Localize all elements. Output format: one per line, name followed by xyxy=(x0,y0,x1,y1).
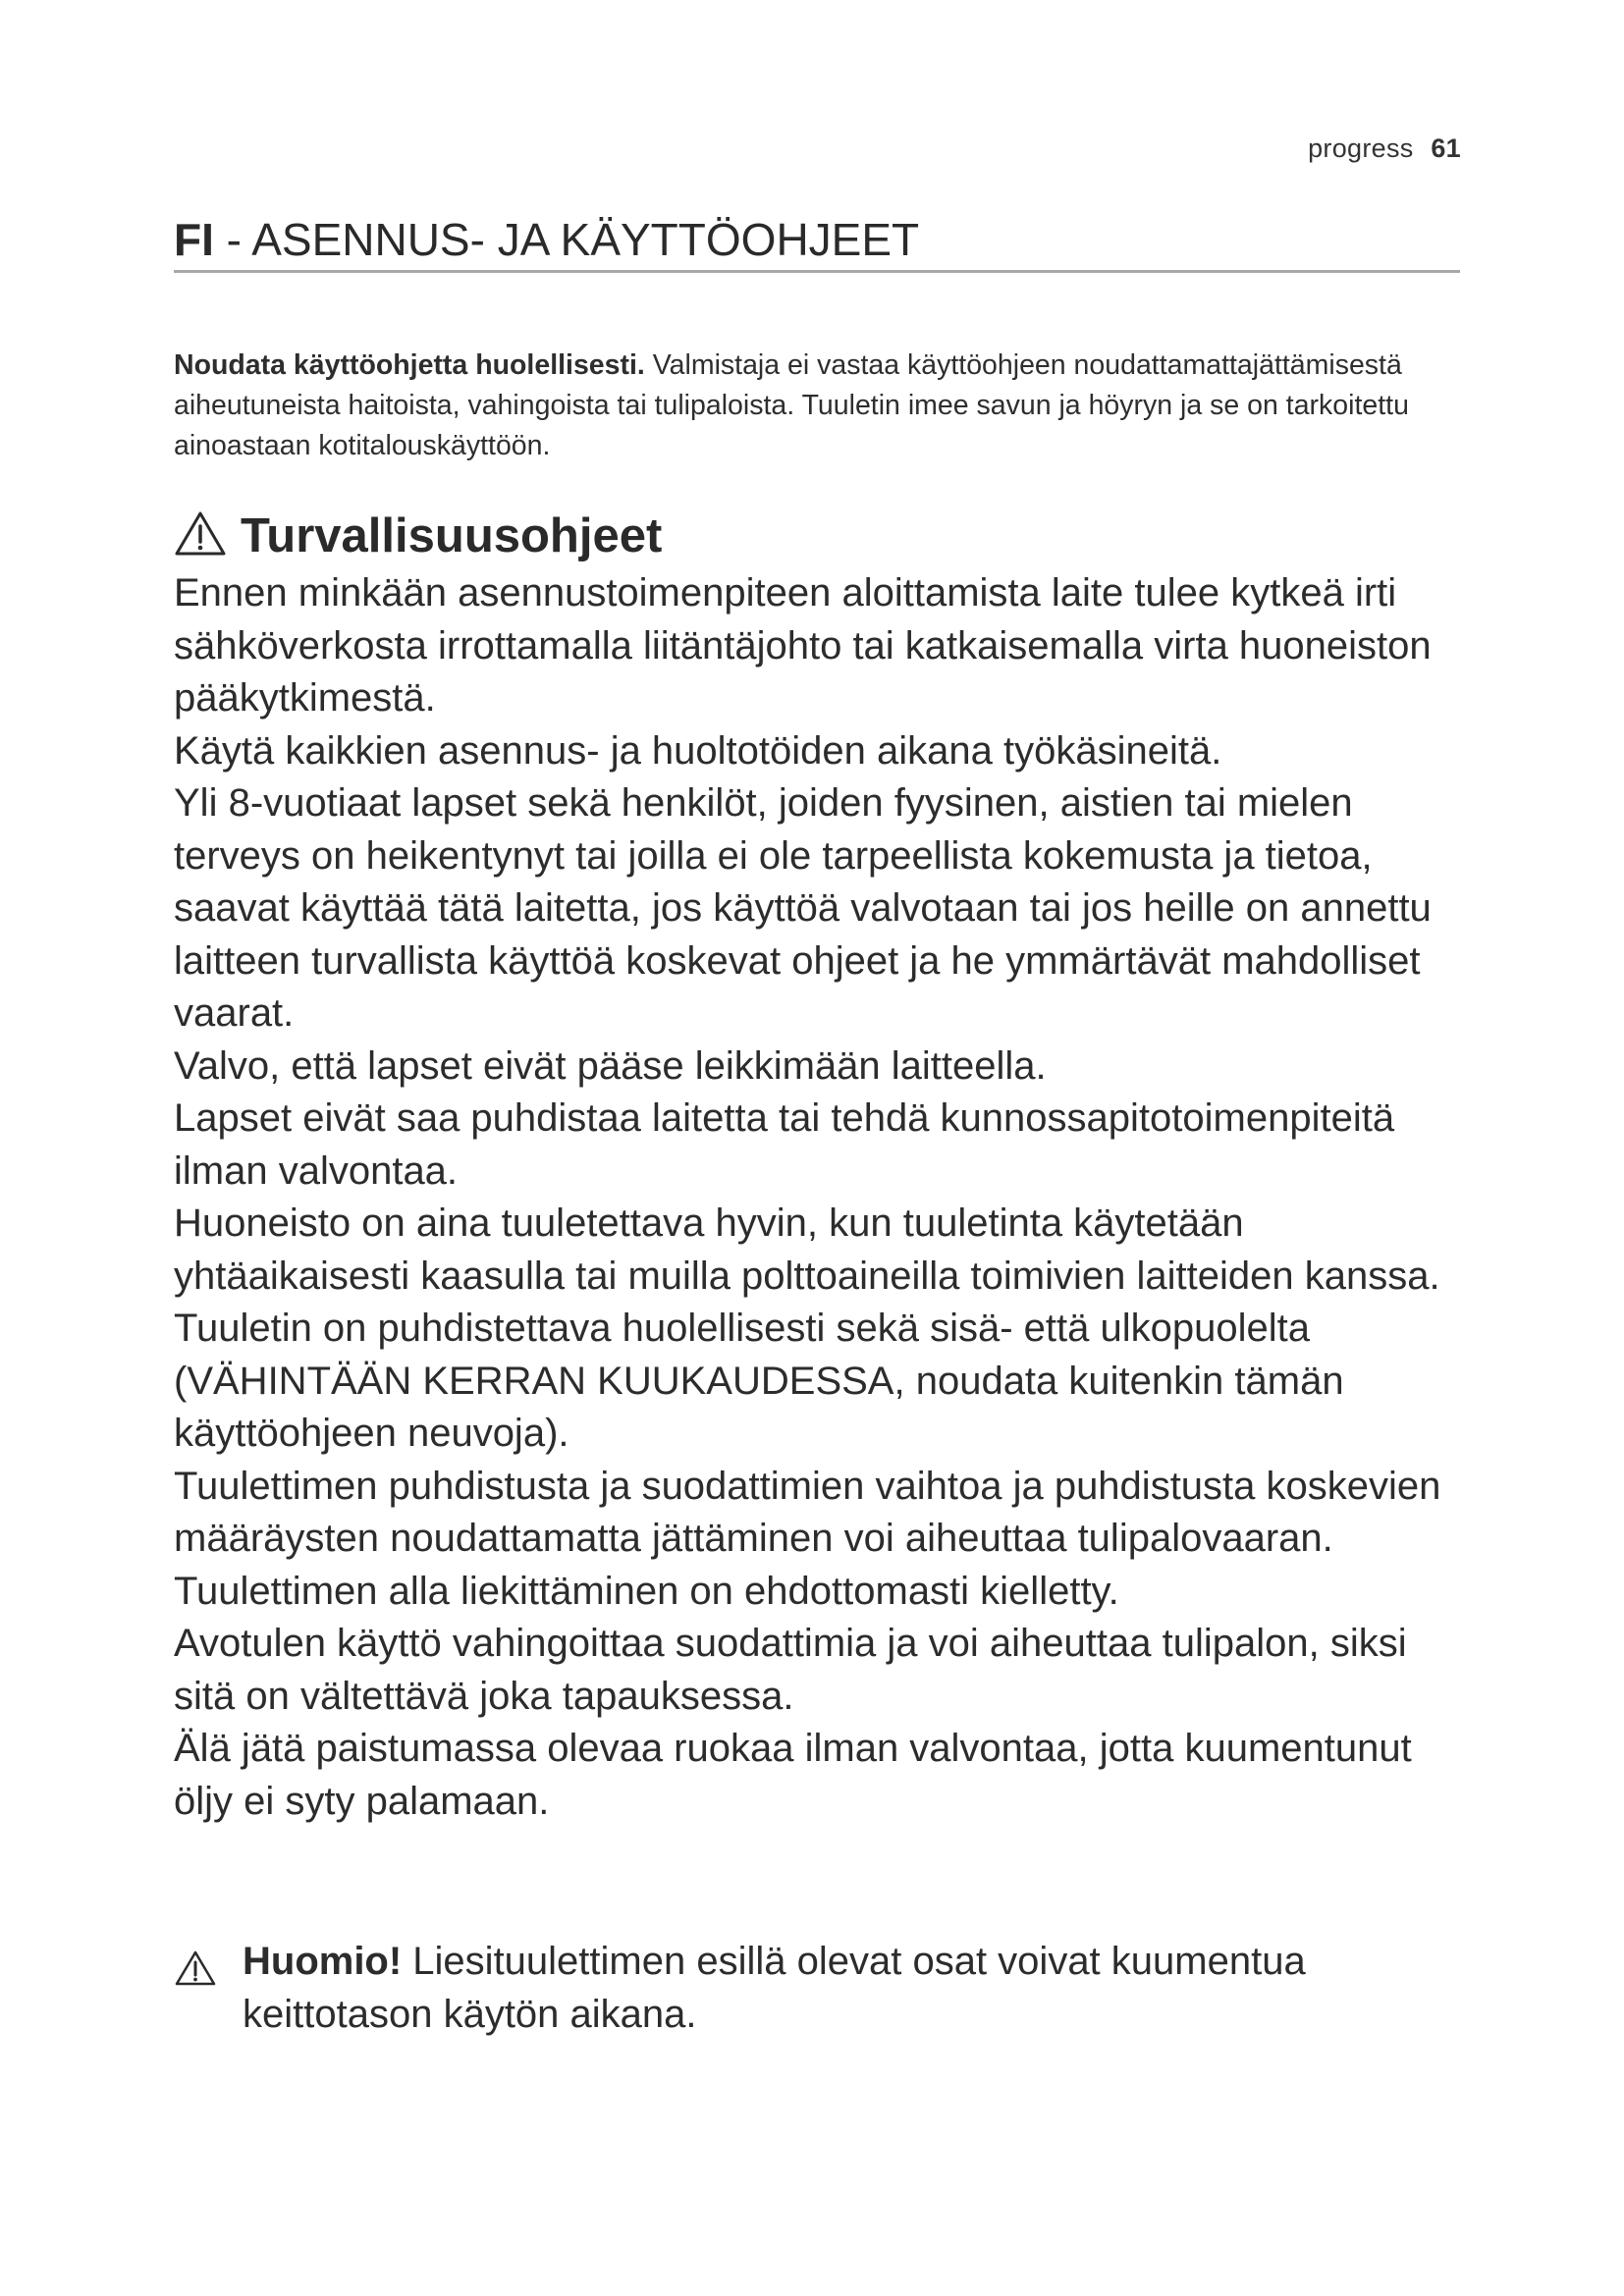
caution-note-text xyxy=(243,1936,1470,2041)
safety-paragraph: Käytä kaikkien asennus- ja huoltotöiden aikana työkäsineitä. xyxy=(174,728,1222,773)
safety-paragraph: Ennen minkään asennustoimenpiteen aloittamista laite tulee kytkeä irti sähköverkosta irrottamalla liitäntäjohto tai katkaisemalla virta huoneiston pääkytkimestä. xyxy=(174,571,1432,720)
caution-text: Liesituulettimen esillä olevat osat voivat kuumentua keittotason käytön aikana. xyxy=(243,1940,1306,2036)
safety-paragraph: Tuuletin on puhdistettava huolellisesti sekä sisä- että ulkopuolelta (VÄHINTÄÄN KERRAN KUUKAUDESSA, noudata kuitenkin tämän käyttöohjeen neuvoja). xyxy=(174,1307,1344,1455)
safety-instructions xyxy=(174,567,1470,1828)
safety-paragraph: Älä jätä paistumassa olevaa ruokaa ilman valvontaa, jotta kuumentunut öljy ei syty palamaan. xyxy=(174,1727,1412,1823)
safety-heading xyxy=(174,508,662,563)
safety-paragraph: Yli 8-vuotiaat lapset sekä henkilöt, joiden fyysinen, aistien tai mielen terveys on heikentynyt tai joilla ei ole tarpeellista kokemusta ja tietoa, saavat käyttää tätä laitetta, jos käyttöä valvotaan tai jos heille on annettu laitteen turvallista käyttöä koskevat ohjeet ja he ymmärtävät mahdolliset vaarat. xyxy=(174,781,1432,1035)
caution-label: Huomio! xyxy=(243,1940,403,1983)
safety-heading-text: Turvallisuusohjeet xyxy=(241,509,663,562)
safety-paragraph: Huoneisto on aina tuuletettava hyvin, kun tuuletinta käytetään yhtäaikaisesti kaasulla tai muilla polttoaineilla toimivien laitteiden kanssa. xyxy=(174,1201,1440,1298)
safety-paragraph: Avotulen käyttö vahingoittaa suodattimia ja voi aiheuttaa tulipalon, siksi sitä on vältettävä joka tapauksessa. xyxy=(174,1622,1407,1718)
page-number: 61 xyxy=(1431,133,1461,163)
caution-note xyxy=(174,1936,1470,2041)
safety-paragraph: Valvo, että lapset eivät pääse leikkimään laitteella. xyxy=(174,1043,1047,1088)
title-language-code: FI xyxy=(174,214,214,265)
safety-paragraph: Lapset eivät saa puhdistaa laitetta tai tehdä kunnossapitotoimenpiteitä ilman valvontaa. xyxy=(174,1096,1395,1193)
warning-triangle-icon xyxy=(174,509,227,557)
page-header xyxy=(1308,133,1461,164)
warning-triangle-icon xyxy=(174,1936,243,2041)
page-title xyxy=(174,214,1460,273)
intro-paragraph xyxy=(174,346,1460,466)
brand-name: progress xyxy=(1308,133,1414,163)
title-text: - ASENNUS- JA KÄYTTÖOHJEET xyxy=(213,214,920,265)
intro-lead: Noudata käyttöohjetta huolellisesti. xyxy=(174,349,645,381)
intro-text: Valmistaja ei vastaa käyttöohjeen noudattamattajättämisestä aiheutuneista haitoista, vahingoista tai tulipaloista. Tuuletin imee savun ja höyryn ja se on tarkoitettu ainoastaan kotitalouskäyttöön. xyxy=(174,349,1409,461)
safety-paragraph: Tuulettimen puhdistusta ja suodattimien vaihtoa ja puhdistusta koskevien määräysten noudattamatta jättäminen voi aiheuttaa tulipalovaaran. xyxy=(174,1464,1441,1560)
safety-paragraph: Tuulettimen alla liekittäminen on ehdottomasti kielletty. xyxy=(174,1569,1119,1613)
